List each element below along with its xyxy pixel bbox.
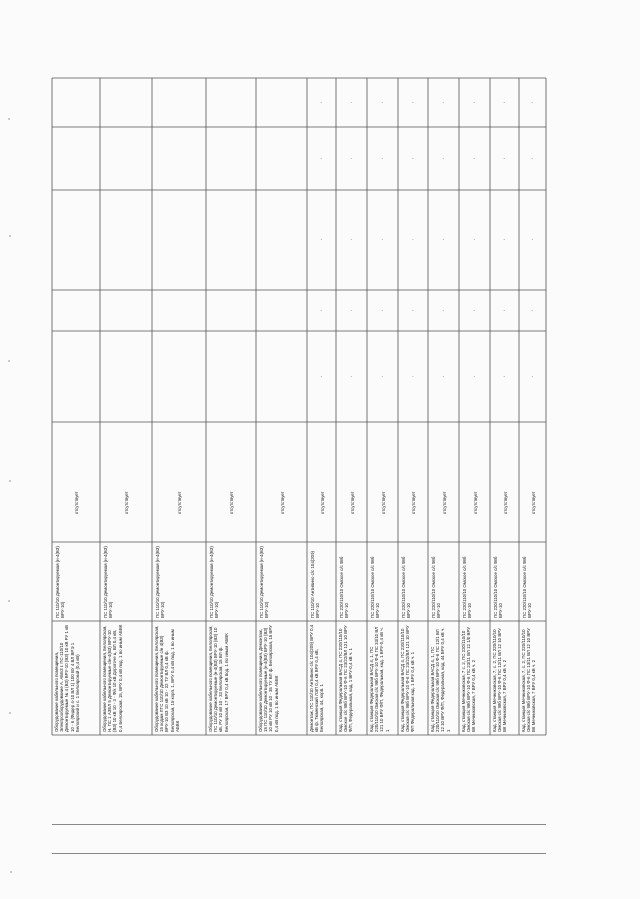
- empty-cell-mark: -: [320, 237, 323, 243]
- bottom-rule-2: [52, 853, 546, 854]
- substation-name: ПС 220/110/10 Омское с/с 98б ВРУ-10: [522, 556, 533, 618]
- object-description: Оборудование кабельного помещения, Белоярская, ПС 110/10 Демонтируемые (н-4(ВЗ) ВРУ-10 (ВЗ) 10 кВ, РУ 10 кВ 10 - 33 Белоярская, 15 ВЛ ф. Белоярская, 17 ВРУ 0,4 кВ под. 1 по иным АБВК: [208, 625, 229, 732]
- empty-cell-mark: -: [473, 237, 476, 243]
- empty-cell-mark: -: [531, 237, 534, 243]
- empty-cell-mark: -: [350, 99, 353, 106]
- empty-cell-mark: -: [381, 373, 384, 380]
- substation-name: ПС 220/110/10 Омское с/с 98б ВРУ-10: [339, 556, 350, 618]
- status-value: отсутствует: [530, 491, 536, 514]
- empty-cell-mark: -: [412, 373, 414, 380]
- bottom-rule-1: [52, 824, 546, 825]
- object-description: Кад. станция Мечниковская, 7, с. 2, ПС 220/110/10 Омская с/с 98б ВРУ-10 Ф-6 ПС 12/11 ВЛ 12 10 ВРУ ВК Мечниковская, 7 ВРУ 0,4 кВ ч. 2: [492, 628, 508, 732]
- object-description: Кад. станция Мечниковская, 7, с. 2, ПС 220/110/10 Омская с/с 98б ВРУ-10 Ф-6 ПС 13/11 ВЛ 12 10 ВРУ ВК Мечниковская, 7 ВРУ 0,4 кВ ч. 2: [521, 628, 537, 732]
- empty-cell-mark: -: [473, 307, 476, 314]
- object-description: Оборудование кабельного помещения, Белоярская, Н. ПС 1 АЗЕЛ 5 Демонтируемые с/н-4(ВЗ) ВРУ-10 (ВЗ) 10 кВ 10 - 3 - Ф/к 10 кВ Дорогоче ц. ВЛ 0,4 кВ, 0,4 Белоярская. 15, ВРУ 0,4 кВ под. 1 по иным АБВК: [102, 624, 123, 732]
- empty-cell-mark: -: [503, 155, 506, 162]
- substation-name: ПС 110/10 Демонтируемая (н-4(ВЗ) ВРУ-10): [259, 546, 270, 618]
- substation-name: ПС 110/10 Демонтируемая (н-4(ВЗ) ВРУ-10): [209, 546, 220, 618]
- empty-cell-mark: -: [531, 373, 534, 380]
- empty-cell-mark: -: [412, 237, 414, 243]
- empty-cell-mark: -: [503, 307, 506, 314]
- substation-name: ПС 220/110/10 Омское с/с 98б ВРУ-10: [370, 556, 381, 618]
- object-description: Оборудование кабельного помещения, Белоярская, 15 кодам ЛТС 110/10 Демонтируемые с/н 4(ВЗ) ВРУ-10 ВЗ 10 кВ 10 - 22 ТУ ВЛ 0,4 кВ ф. Белоярская, 15 корп. 1, ВРУ 0,4 кВ под. 1 по иным АБВК: [154, 625, 180, 732]
- status-value: отсутствует: [441, 491, 447, 514]
- status-value: отсутствует: [124, 491, 129, 514]
- empty-cell-mark: -: [442, 307, 445, 314]
- substation-name: ПС 110/10 Демонтируемая (н-4(ВЗ) ВРУ-10): [103, 546, 114, 618]
- empty-cell-mark: -: [442, 373, 445, 380]
- empty-cell-mark: -: [350, 307, 353, 314]
- empty-cell-mark: -: [503, 99, 506, 106]
- empty-cell-mark: -: [442, 99, 445, 106]
- object-description: Демонтаж, ПС 110/10 Антипино с/с 104(209) ВРУ 0,4 кВ ф. Тюменский ЛЭП 0,4 кВ ВРУ 0,4 кВ, Белоярская, 44, корп. 1: [309, 624, 325, 732]
- status-value: отсутствует: [380, 491, 386, 514]
- empty-cell-mark: -: [442, 155, 445, 162]
- empty-cell-mark: -: [473, 373, 476, 380]
- empty-cell-mark: -: [412, 307, 414, 314]
- substation-name: ПС 110/10 Антипино с/с 104(209) ВРУ-10: [310, 550, 321, 618]
- empty-cell-mark: -: [473, 155, 476, 162]
- empty-cell-mark: -: [381, 99, 384, 106]
- status-value: отсутствует: [319, 491, 325, 514]
- empty-cell-mark: -: [531, 99, 534, 106]
- substation-name: ПС 220/110/10 Омское с/с 98б ВРУ-10: [431, 556, 442, 618]
- object-description: Оборудование кабельного помещения, Электрооборудование А. АББЗ г. ПС-110/10 Демонтируемые № 4 (ВЗ) ВРУ-10 (ВЗ) 10 кВ РУ 1 кВ 10 - 6 (Фидер 4-10 ВЛ 1) 100 ВУ 4 ВЛ ВРЭ 1 Белоярский и с. 1 Белоярский (0,4 кВ): [54, 625, 80, 732]
- status-value: отсутствует: [279, 491, 285, 514]
- object-description: Кад. станция Федеральная ВАСД 4, ПС 220/110/10 Омское с/с 98б ВРУ-10 Ф-6 ПС 23/22/ВЛ 121 10 ВРУ Ф/П, Федеральная, кад. 1 ВРУ-0,4 кВ ч. 1: [338, 625, 354, 732]
- object-description: Кад. станция Федеральная ВАСД 4, 1, ПС 220/110/10 Омская с/с 98б ВРУ-10 Ф-6 ПС 12/1 ВЛ 12 10 ВРУ Ф/П, Федеральная, кад. 44 ВРУ 0,4 кВ ч. 1: [430, 627, 451, 732]
- empty-cell-mark: -: [412, 99, 414, 106]
- empty-cell-mark: -: [320, 307, 323, 314]
- empty-cell-mark: -: [412, 155, 414, 162]
- empty-cell-mark: -: [350, 237, 353, 243]
- substation-name: ПС 220/110/10 Омское с/с 98б ВРУ-10: [401, 556, 412, 618]
- empty-cell-mark: -: [381, 307, 384, 314]
- object-description: Оборудование кабельного помещения, Демонтаж, 15 ПС 110/10 Демонтируемые (н-4(ВЗ) ВРУ-10 (ВЗ) 10 кВ РУ 10 кВ 10 - 35 ТУ ВЛ ф. Белоярская, 15 ВРУ 0,4 кВ под. 1 по иным АБВК: [258, 625, 279, 732]
- empty-cell-mark: -: [381, 237, 384, 243]
- empty-cell-mark: -: [320, 373, 323, 380]
- status-value: отсутствует: [502, 491, 508, 514]
- object-description: Кад. станция Мечниковская, 7 с. 2, ПС 220/110/10 Омская с/с 98б ВРУ-10 Ф-6 ПС 23/11 ВЛ 12 1/0 ВРУ ВК Мечниковская, 7 ВРУ 0,4 кВ ч. 2: [461, 626, 477, 732]
- substation-name: ПС 110/10 Демонтируемая (н-4(ВЗ) ВРУ-10): [155, 546, 166, 618]
- status-value: отсутствует: [349, 491, 355, 514]
- empty-cell-mark: -: [350, 155, 353, 162]
- empty-cell-mark: -: [320, 99, 323, 106]
- status-value: отсутствует: [229, 491, 234, 514]
- empty-cell-mark: -: [442, 237, 445, 243]
- empty-cell-mark: -: [531, 155, 534, 162]
- empty-cell-mark: -: [503, 373, 506, 380]
- substation-name: ПС 220/110/10 Омское с/с 98б ВРУ-10: [493, 556, 504, 618]
- empty-cell-mark: -: [350, 373, 353, 380]
- empty-cell-mark: -: [473, 99, 476, 106]
- empty-cell-mark: -: [503, 237, 506, 243]
- empty-cell-mark: -: [531, 307, 534, 314]
- object-description: Кад. станция Федеральная ВАСД 4, 1, ПС 220/110/10 Омская с/с 98б ВРУ-10 Ф-6 ПС 33/10 ВЛ 121 10 ВРУ Ф/П, Федеральная, кад. 1 ВРУ-0,4 кВ ч. 1: [369, 626, 390, 732]
- object-description: Кад. станция Федеральная ВАСД 4, ПС 220/110/10 Омская с/с 98б ВРУ-10 Ф-6 ПС 23/22/ВЛ 121 10 ВРУ ФП Федеральная кад. 1 ВРУ 0,4 кВ ч. 1: [400, 625, 416, 732]
- substation-name: ПС 220/110/10 Омское с/с 98б ВРУ-10: [462, 556, 473, 618]
- empty-cell-mark: -: [381, 155, 384, 162]
- substation-name: ПС 110/10 Демонтируемая (н-4(ВЗ) ВРУ-10): [55, 546, 66, 618]
- empty-cell-mark: -: [320, 155, 323, 162]
- status-value: отсутствует: [411, 491, 416, 514]
- status-value: отсутствует: [472, 491, 478, 514]
- status-value: отсутствует: [74, 491, 79, 514]
- status-value: отсутствует: [177, 491, 182, 514]
